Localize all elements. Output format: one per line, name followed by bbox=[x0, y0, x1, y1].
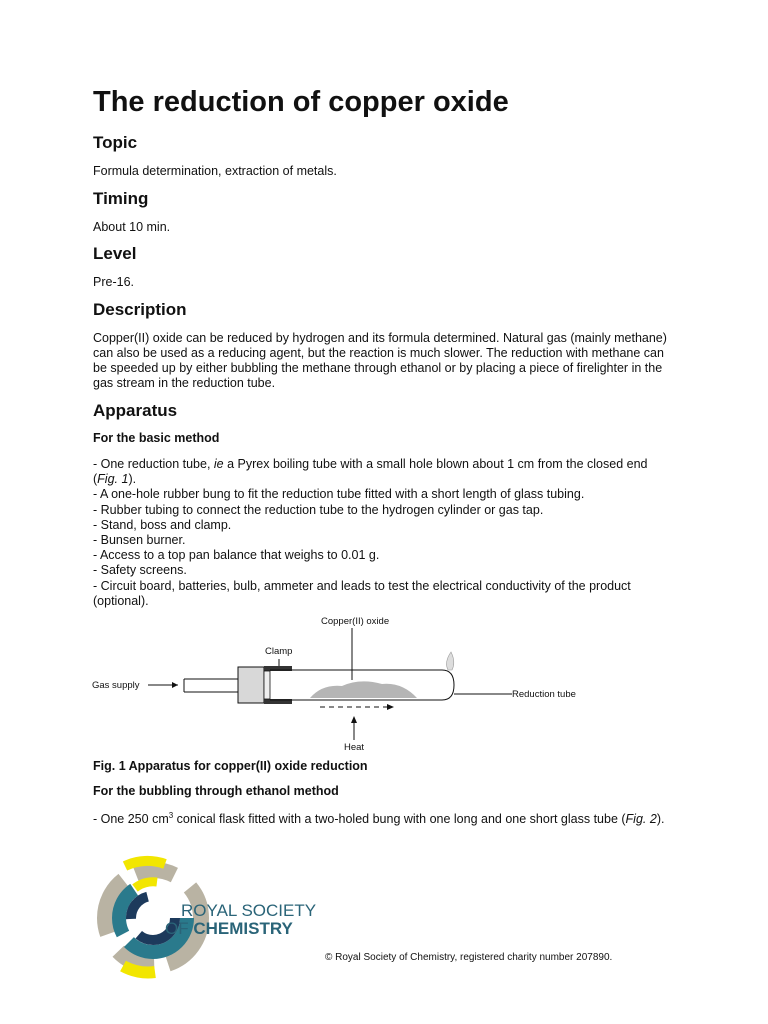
description-heading: Description bbox=[93, 300, 187, 319]
rsc-logo bbox=[95, 858, 317, 978]
logo-line2: OF CHEMISTRY bbox=[165, 919, 293, 938]
timing-text: About 10 min. bbox=[93, 220, 171, 234]
page-title: The reduction of copper oxide bbox=[93, 86, 509, 118]
heat-label: Heat bbox=[344, 742, 365, 753]
level-text: Pre-16. bbox=[93, 275, 134, 289]
ethanol-method-heading: For the bubbling through ethanol method bbox=[93, 784, 339, 798]
list-item: - Bunsen burner. bbox=[93, 533, 186, 548]
list-item: - A one-hole rubber bung to fit the reduction tube fitted with a short length of glass tubing. bbox=[93, 487, 585, 502]
list-item: - One reduction tube, ie a Pyrex boiling tube with a small hole blown about 1 cm from the closed end (Fig. 1). bbox=[93, 457, 648, 487]
topic-text: Formula determination, extraction of metals. bbox=[93, 164, 337, 178]
reduction-tube-label: Reduction tube bbox=[512, 689, 576, 700]
list-item: - Stand, boss and clamp. bbox=[93, 517, 232, 532]
figure-caption: Fig. 1 Apparatus for copper(II) oxide reduction bbox=[93, 759, 368, 773]
level-heading: Level bbox=[93, 244, 137, 263]
description-text: Copper(II) oxide can be reduced by hydrogen and its formula determined. Natural gas (mainly methane) can also be used as a reducing agent, but the reaction is much slower. The reduction with methane can be speeded up by either bubbling the methane through ethanol or by placing a piece of firelighter in the gas stream in the reduction tube. bbox=[93, 331, 667, 390]
list-item: - Circuit board, batteries, bulb, ammeter and leads to test the electrical conductivity of the product (optional). bbox=[93, 578, 631, 608]
apparatus-heading: Apparatus bbox=[93, 401, 178, 420]
ethanol-item: - One 250 $cm^3$ conical flask fitted with a two-holed bung with one long and one short glass tube (Fig. 2). bbox=[93, 811, 665, 827]
apparatus-list bbox=[93, 457, 671, 609]
copper-oxide-label: Copper(II) oxide bbox=[321, 616, 390, 627]
gas-supply-label: Gas supply bbox=[92, 680, 140, 691]
list-item: - Access to a top pan balance that weighs to 0.01 g. bbox=[93, 548, 380, 563]
footer-copyright: © Royal Society of Chemistry, registered charity number 207890. bbox=[325, 952, 613, 963]
list-item: - Rubber tubing to connect the reduction tube to the hydrogen cylinder or gas tap. bbox=[93, 502, 544, 517]
logo-line1: ROYAL SOCIETY bbox=[181, 901, 317, 920]
topic-heading: Topic bbox=[93, 133, 138, 152]
list-item: - Safety screens. bbox=[93, 563, 187, 578]
clamp-label: Clamp bbox=[265, 646, 293, 657]
basic-method-heading: For the basic method bbox=[93, 431, 220, 445]
timing-heading: Timing bbox=[93, 189, 149, 208]
apparatus-diagram bbox=[92, 612, 582, 754]
